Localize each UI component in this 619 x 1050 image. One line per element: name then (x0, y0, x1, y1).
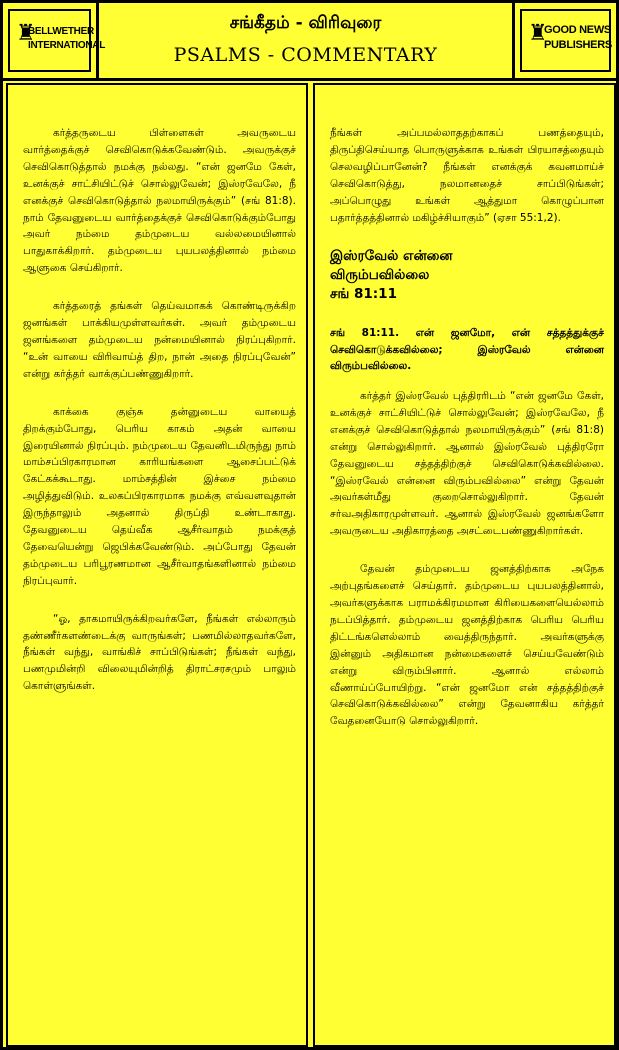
logo-frame (520, 9, 611, 72)
heading-word: என்னை (403, 248, 453, 265)
good-news-logo (512, 3, 616, 78)
title-area (99, 3, 512, 78)
right-column-text (330, 125, 604, 751)
left-column (6, 83, 308, 1047)
logo-text (28, 25, 105, 53)
logo-line-1: BELLWETHER (28, 26, 94, 37)
heading-word: இஸ்ரவேல் (330, 248, 399, 265)
section-heading (330, 247, 604, 304)
logo-line-2: PUBLISHERS (544, 39, 612, 51)
heading-line-1 (330, 247, 604, 266)
logo-line-1: GOOD NEWS (544, 24, 611, 36)
bellwether-logo (3, 3, 106, 78)
paragraph: நீங்கள் அப்பமல்லாததற்காகப் பணத்தையும், திருப்திசெய்யாத பொருளுக்காக உங்கள் பிரயாசத்தையும் செலவழிப்பானேன்? நீங்கள் எனக்குக் கவனமாய்ச் செவிகொடுத்து, நலமானதைச் சாப்பிடுங்கள்; அப்பொழுது உங்கள் ஆத்துமா கொழுப்பான பதார்த்தத்தினால் மகிழ்ச்சியாகும்” (ஏசா 55:1,2). (330, 127, 604, 224)
paragraph: காக்கை குஞ்சு தன்னுடைய வாயைத் திறக்கும்போது, பெரிய காகம் அதன் வாயை இரையினால் நிரப்பும். நம்முடைய தேவனிடமிருந்து நாம் மாம்சப்பிரகாரமான காரியங்களை ஆசைப்பட்டுக் கேட்கக்கூடாது. மாம்சத்தின் இச்சை நம்மை அழித்துவிடும். உலகப்பிரகாரமாக நமக்கு எவ்வளவுதான் இருந்தாலும் அதனால் திருப்தி உண்டாகாது. தேவனுடைய தெய்வீக ஆசீர்வாதம் நமக்குத் தேவையென்று ஜெபிக்கவேண்டும். அப்போது தேவன் தம்முடைய பரிபூரணமான ஆசீர்வாதங்களினால் நம்மை நிரப்புவார். (23, 405, 296, 587)
left-column-text (23, 125, 296, 716)
paragraph: கர்த்தருடைய பிள்ளைகள் அவருடைய வார்த்தைக்குச் செவிகொடுக்கவேண்டும். அவருக்குச் செவிகொடுத்தால் நமக்கு நல்லது. “என் ஜனமே கேள், உனக்குச் சாட்சியிட்டுச் சொல்லுவேன்; இஸ்ரவேலே, நீ எனக்குச் செவிகொடுத்தால் நலமாயிருக்கும்” (சங் 81:8). நாம் தேவனுடைய வார்த்தைக்குச் செவிகொடுக்கும்போது அவர் நம்மை தம்முடைய வல்லமையினால் பாதுகாக்கிறார். தம்முடைய புயபலத்தினால் நம்மை ஆளுகை செய்கிறார். (23, 127, 296, 275)
paragraph: தேவன் தம்முடைய ஜனத்திற்காக அநேக அற்புதங்களைச் செய்தார். தம்முடைய புயபலத்தினால், அவர்களுக்காக பராமக்கிரமமான கிரியைகளையெல்லாம் நடப்பித்தார். தம்முடைய ஜனத்திற்காக பெரிய பெரிய திட்டங்களெல்லாம் வைத்திருந்தார். அவர்களுக்கு இன்னும் அதிகமான நன்மைகளைச் செய்யவேண்டும் என்று விரும்பினார். ஆனால் எல்லாம் வீணாய்ப்போயிற்று. “என் ஜனமோ என் சத்தத்திற்குச் செவிகொடுக்கவில்லை” என்று தேவனாகிய கர்த்தர் வேதனையோடு சொல்லுகிறார். (330, 563, 604, 728)
header (3, 3, 616, 81)
tower-icon: ♜ (528, 21, 548, 46)
right-column (313, 83, 616, 1047)
page-title-english: PSALMS - COMMENTARY (173, 44, 438, 66)
bell-tower-icon: ♜ (16, 21, 36, 46)
heading-reference: சங் 81:11 (330, 286, 397, 303)
logo-text (544, 23, 612, 53)
page-title-tamil: சங்கீதம் - விரிவுரை (229, 13, 382, 33)
heading-line-2: விரும்பவில்லை (330, 267, 430, 284)
paragraph: கர்த்தரைத் தங்கள் தெய்வமாகக் கொண்டிருக்கிற ஜனங்கள் பாக்கியமுள்ளவர்கள். அவர் தம்முடைய ஜனங்களை தம்முடைய நன்மையினால் நிரப்புகிறார். “உன் வாயை விரிவாய்த் திற, நான் அதை நிரப்புவேன்” என்று கர்த்தர் வாக்குப்பண்ணுகிறார். (23, 300, 296, 380)
logo-frame (8, 9, 106, 72)
paragraph: கர்த்தர் இஸ்ரவேல் புத்திரரிடம் “என் ஜனமே கேள், உனக்குச் சாட்சியிட்டுச் சொல்லுவேன்; இஸ்ரவேலே, நீ எனக்குச் செவிகொடுத்தால் நலமாயிருக்கும்” (சங் 81:8) என்று சொல்லுகிறார். ஆனால் இஸ்ரவேல் புத்திரரோ தேவனுடைய சத்தத்திற்குச் செவிகொடுக்கவில்லை. “இஸ்ரவேல் என்னை விரும்பவில்லை” என்று தேவன் அவர்கள்மீது குறைசொல்லுகிறார். தேவன் சர்வஅதிகாரமுள்ளவர். ஆனால் இஸ்ரவேல் ஜனங்களோ அவருடைய அதிகாரத்தை அசட்டைபண்ணுகிறார்கள். (330, 390, 604, 538)
verse-text: சங் 81:11. என் ஜனமோ, என் சத்தத்துக்குச் செவிகொடுக்கவில்லை; இஸ்ரவேல் என்னை விரும்பவில்லை. (330, 327, 604, 372)
logo-line-2: INTERNATIONAL (28, 40, 106, 51)
paragraph: “ஓ, தாகமாயிருக்கிறவர்களே, நீங்கள் எல்லாரும் தண்ணீர்களண்டைக்கு வாருங்கள்; பணமில்லாதவர்களே, நீங்கள் வந்து, வாங்கிச் சாப்பிடுங்கள்; நீங்கள் வந்து, பணமுமின்றி விலையுமின்றித் திராட்சரசமும் பாலும் கொள்ளுங்கள். (23, 612, 296, 693)
